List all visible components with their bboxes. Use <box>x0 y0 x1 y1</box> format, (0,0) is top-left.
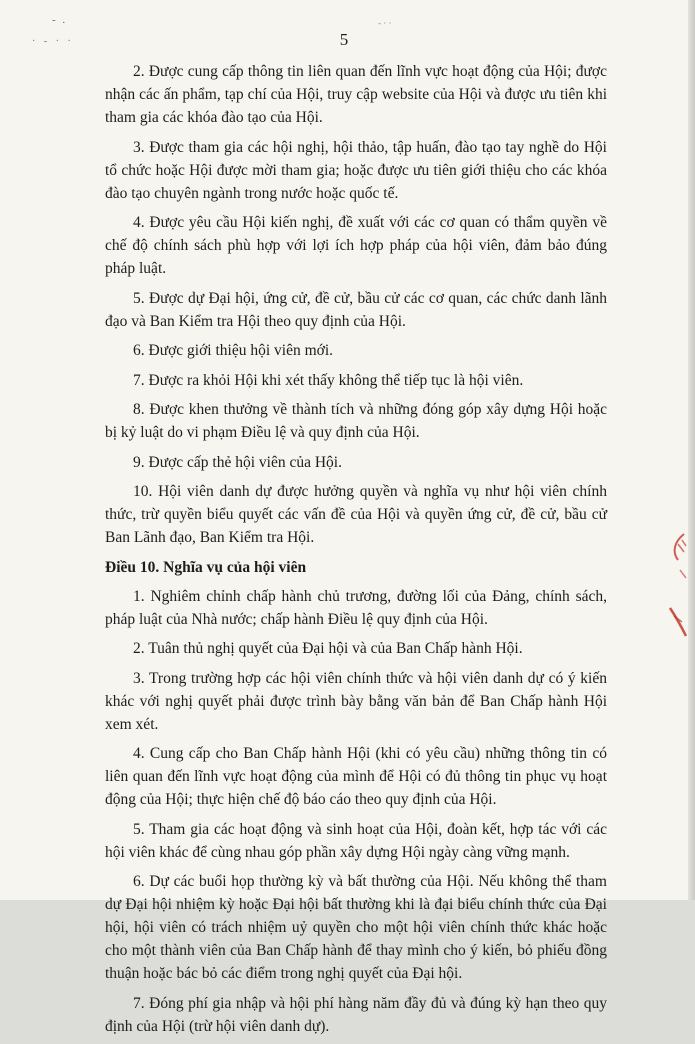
paragraph: 6. Được giới thiệu hội viên mới. <box>133 342 334 359</box>
scan-speck: · - · · <box>32 36 74 47</box>
paragraph: 7. Được ra khỏi Hội khi xét thấy không thể tiếp tục là hội viên. <box>133 371 524 389</box>
document-body <box>105 60 607 1044</box>
scan-speck: - · · <box>378 18 392 28</box>
section-heading: Điều 10. Nghĩa vụ của hội viên <box>105 558 307 576</box>
page-edge-shadow <box>688 0 695 900</box>
paragraph: 6. Dự các buổi họp thường kỳ và bất thường của Hội. Nếu không thể tham dự Đại hội nhiệm kỳ hoặc Đại hội bất thường khi là đại biểu chính thức của Đại hội, hội viên có trách nhiệm uỷ quyền cho một hội viên chính thức khác hoặc cho một thành viên của Ban Chấp hành để thay mình cho ý kiến, bỏ phiếu đồng thuận hoặc bác bỏ các điểm trong nghị quyết của Đại hội. <box>105 873 607 982</box>
paragraph: 2. Tuân thủ nghị quyết của Đại hội và của Ban Chấp hành Hội. <box>133 640 523 657</box>
paragraph: 10. Hội viên danh dự được hưởng quyền và nghĩa vụ như hội viên chính thức, trừ quyền biểu quyết các vấn đề của Hội và quyền ứng cử, đề cử, bầu cử Ban Lãnh đạo, Ban Kiểm tra Hội. <box>105 483 607 546</box>
paragraph: 1. Nghiêm chỉnh chấp hành chủ trương, đường lối của Đảng, chính sách, pháp luật của Nhà nước; chấp hành Điều lệ quy định của Hội. <box>105 587 607 628</box>
paragraph: 3. Được tham gia các hội nghị, hội thảo, tập huấn, đào tạo tay nghề do Hội tổ chức hoặc Hội được mời tham gia; hoặc được ưu tiên giới thiệu cho các khóa đào tạo chuyên ngành trong nước hoặc quốc tế. <box>105 138 607 202</box>
paragraph: 4. Cung cấp cho Ban Chấp hành Hội (khi có yêu cầu) những thông tin có liên quan đến lĩnh vực hoạt động của mình để Hội có đủ thông tin phục vụ hoạt động của Hội; thực hiện chế độ báo cáo theo quy định của Hội. <box>105 745 607 808</box>
paragraph: 5. Tham gia các hoạt động và sinh hoạt của Hội, đoàn kết, hợp tác với các hội viên khác để cùng nhau góp phần xây dựng Hội ngày càng vững mạnh. <box>105 820 607 861</box>
paragraph: 2. Được cung cấp thông tin liên quan đến lĩnh vực hoạt động của Hội; được nhận các ấn phẩm, tạp chí của Hội, truy cập website của Hội và được ưu tiên khi tham gia các khóa đào tạo của Hội. <box>105 63 607 126</box>
paragraph: 9. Được cấp thẻ hội viên của Hội. <box>133 453 342 471</box>
red-stamp-fragment <box>664 530 688 640</box>
paragraph: 3. Trong trường hợp các hội viên chính thức và hội viên danh dự có ý kiến khác với nghị quyết phải được trình bày bằng văn bản để Ban Chấp hành Hội xem xét. <box>105 669 607 733</box>
page-number: 5 <box>339 30 349 49</box>
paragraph: 7. Đóng phí gia nhập và hội phí hàng năm đầy đủ và đúng kỳ hạn theo quy định của Hội (trừ hội viên danh dự). <box>105 994 607 1035</box>
scan-speck: - . <box>52 14 68 26</box>
paragraph: 4. Được yêu cầu Hội kiến nghị, đề xuất với các cơ quan có thẩm quyền về chế độ chính sách phù hợp với lợi ích hợp pháp của hội viên, đảm bảo đúng pháp luật. <box>105 214 607 277</box>
paragraph: 8. Được khen thưởng về thành tích và những đóng góp xây dựng Hội hoặc bị kỷ luật do vi phạm Điều lệ và quy định của Hội. <box>105 401 607 441</box>
paragraph: 5. Được dự Đại hội, ứng cử, đề cử, bầu cử các cơ quan, các chức danh lãnh đạo và Ban Kiểm tra Hội theo quy định của Hội. <box>105 289 607 330</box>
